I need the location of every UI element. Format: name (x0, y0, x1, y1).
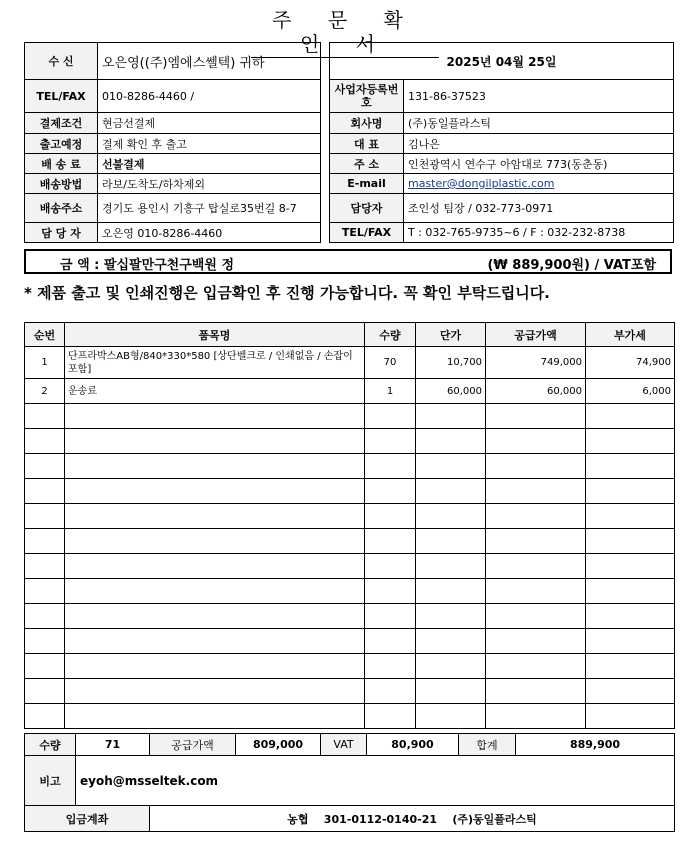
empty-cell (65, 454, 365, 479)
item-no: 2 (25, 379, 65, 404)
empty-row (25, 429, 675, 454)
contact-label: 담당자 (330, 194, 404, 223)
items-header-row (25, 323, 675, 347)
supplier-telfax-label: TEL/FAX (330, 223, 404, 243)
empty-cell (65, 579, 365, 604)
payment-label: 결제조건 (25, 113, 98, 134)
supplier-table (329, 42, 674, 243)
empty-cell (486, 704, 586, 729)
amount-box (24, 249, 672, 274)
empty-cell (25, 679, 65, 704)
memo-label: 비고 (25, 756, 76, 806)
empty-cell (586, 454, 675, 479)
item-price: 60,000 (416, 379, 486, 404)
empty-cell (65, 704, 365, 729)
items-header-cell: 공급가액 (486, 323, 586, 347)
empty-cell (25, 579, 65, 604)
empty-cell (365, 404, 416, 429)
total-supply-label: 공급가액 (150, 734, 236, 756)
empty-cell (486, 454, 586, 479)
empty-cell (416, 454, 486, 479)
empty-cell (25, 704, 65, 729)
item-vat: 74,900 (586, 347, 675, 379)
empty-cell (586, 404, 675, 429)
address-label: 주 소 (330, 154, 404, 174)
items-header-cell: 단가 (416, 323, 486, 347)
amount-text: 금 액 : 팔십팔만구천구백원 정 (60, 258, 234, 273)
bank-value: 농협 301-0112-0140-21 (주)동일플라스틱 (150, 806, 675, 832)
empty-row (25, 604, 675, 629)
empty-cell (486, 554, 586, 579)
empty-cell (586, 679, 675, 704)
recipient-table (24, 42, 321, 243)
empty-cell (65, 604, 365, 629)
empty-cell (365, 454, 416, 479)
empty-cell (25, 454, 65, 479)
notice-text: * 제품 출고 및 인쇄진행은 입금확인 후 진행 가능합니다. 꼭 확인 부탁드립니다. (24, 284, 550, 302)
manager-value: 오은영 010-8286-4460 (98, 223, 321, 243)
total-qty-value: 71 (76, 734, 150, 756)
empty-cell (65, 504, 365, 529)
empty-row (25, 629, 675, 654)
address-value: 경기도 용인시 기흥구 탑실로35번길 8-7 (98, 194, 321, 223)
empty-cell (365, 504, 416, 529)
empty-cell (25, 479, 65, 504)
ship-plan-value: 결제 확인 후 출고 (98, 134, 321, 154)
item-vat: 6,000 (586, 379, 675, 404)
items-table (24, 322, 675, 729)
empty-cell (365, 529, 416, 554)
empty-cell (416, 404, 486, 429)
empty-cell (365, 554, 416, 579)
empty-cell (25, 504, 65, 529)
empty-cell (65, 404, 365, 429)
items-header-cell: 순번 (25, 323, 65, 347)
empty-cell (65, 479, 365, 504)
empty-cell (416, 679, 486, 704)
empty-cell (416, 604, 486, 629)
empty-row (25, 404, 675, 429)
empty-row (25, 704, 675, 729)
empty-cell (486, 529, 586, 554)
items-header-cell: 부가세 (586, 323, 675, 347)
empty-cell (25, 554, 65, 579)
empty-cell (25, 529, 65, 554)
empty-cell (586, 629, 675, 654)
items-header-cell: 품목명 (65, 323, 365, 347)
regno-value: 131-86-37523 (404, 80, 674, 113)
empty-cell (365, 604, 416, 629)
empty-cell (365, 679, 416, 704)
empty-cell (416, 704, 486, 729)
empty-cell (416, 554, 486, 579)
empty-cell (65, 429, 365, 454)
empty-cell (486, 629, 586, 654)
table-row (25, 347, 675, 379)
empty-cell (25, 404, 65, 429)
empty-cell (586, 429, 675, 454)
ship-plan-label: 출고예정 (25, 134, 98, 154)
empty-row (25, 579, 675, 604)
total-supply-value: 809,000 (236, 734, 321, 756)
contact-value: 조인성 팀장 / 032-773-0971 (404, 194, 674, 223)
empty-row (25, 454, 675, 479)
empty-cell (65, 679, 365, 704)
empty-cell (486, 479, 586, 504)
telfax-value: 010-8286-4460 / (98, 80, 321, 113)
empty-cell (586, 479, 675, 504)
empty-cell (586, 579, 675, 604)
empty-cell (416, 629, 486, 654)
company-label: 회사명 (330, 113, 404, 134)
empty-row (25, 504, 675, 529)
telfax-label: TEL/FAX (25, 80, 98, 113)
company-value: (주)동일플라스틱 (404, 113, 674, 134)
empty-row (25, 554, 675, 579)
to-value: 오은영((주)엠에스쎌텍) 귀하 (98, 43, 321, 80)
empty-cell (365, 429, 416, 454)
item-qty: 70 (365, 347, 416, 379)
empty-cell (65, 654, 365, 679)
empty-cell (416, 529, 486, 554)
empty-cell (486, 579, 586, 604)
empty-cell (486, 679, 586, 704)
manager-label: 담 당 자 (25, 223, 98, 243)
item-no: 1 (25, 347, 65, 379)
empty-cell (416, 579, 486, 604)
empty-cell (586, 504, 675, 529)
total-vat-label: VAT (321, 734, 367, 756)
bank-label: 입금계좌 (25, 806, 150, 832)
empty-cell (416, 654, 486, 679)
ceo-value: 김나은 (404, 134, 674, 154)
empty-cell (365, 629, 416, 654)
empty-cell (25, 654, 65, 679)
empty-cell (486, 429, 586, 454)
empty-cell (416, 504, 486, 529)
items-header-cell: 수량 (365, 323, 416, 347)
empty-cell (25, 629, 65, 654)
empty-cell (416, 429, 486, 454)
item-name: 운송료 (65, 379, 365, 404)
total-qty-label: 수량 (25, 734, 76, 756)
empty-cell (486, 604, 586, 629)
to-label: 수 신 (25, 43, 98, 80)
empty-cell (586, 604, 675, 629)
total-vat-value: 80,900 (367, 734, 459, 756)
empty-cell (486, 404, 586, 429)
item-qty: 1 (365, 379, 416, 404)
ship-method-label: 배송방법 (25, 174, 98, 194)
regno-label: 사업자등록번호 (330, 80, 404, 113)
empty-cell (365, 579, 416, 604)
empty-row (25, 529, 675, 554)
empty-cell (486, 504, 586, 529)
empty-cell (586, 529, 675, 554)
empty-cell (65, 529, 365, 554)
empty-cell (65, 554, 365, 579)
table-row (25, 379, 675, 404)
empty-row (25, 654, 675, 679)
empty-cell (25, 604, 65, 629)
total-sum-label: 합계 (459, 734, 516, 756)
amount-number: (₩ 889,900원) / VAT포함 (487, 258, 656, 273)
empty-row (25, 679, 675, 704)
empty-cell (365, 479, 416, 504)
ship-method-value: 라보/도착도/하차제외 (98, 174, 321, 194)
empty-cell (486, 654, 586, 679)
item-supply: 60,000 (486, 379, 586, 404)
empty-cell (416, 479, 486, 504)
empty-cell (586, 654, 675, 679)
ceo-label: 대 표 (330, 134, 404, 154)
item-supply: 749,000 (486, 347, 586, 379)
supplier-telfax-value: T : 032-765-9735~6 / F : 032-232-8738 (404, 223, 674, 243)
empty-cell (25, 429, 65, 454)
empty-cell (586, 704, 675, 729)
totals-table (24, 733, 675, 832)
memo-value: eyoh@msseltek.com (76, 756, 675, 806)
address-label: 배송주소 (25, 194, 98, 223)
email-label: E-mail (330, 174, 404, 194)
item-name: 단프라박스AB형/840*330*580 [상단벨크로 / 인쇄없음 / 손잡이 포함] (65, 347, 365, 379)
empty-cell (65, 629, 365, 654)
empty-cell (365, 704, 416, 729)
address-value: 인천광역시 연수구 아암대로 773(동춘동) (404, 154, 674, 174)
total-sum-value: 889,900 (516, 734, 675, 756)
empty-cell (586, 554, 675, 579)
payment-value: 현금선결제 (98, 113, 321, 134)
order-date: 2025년 04월 25일 (330, 43, 674, 80)
item-price: 10,700 (416, 347, 486, 379)
empty-row (25, 479, 675, 504)
ship-fee-label: 배 송 료 (25, 154, 98, 174)
email-link[interactable]: master@dongilplastic.com (408, 177, 555, 190)
ship-fee-value: 선불결제 (98, 154, 321, 174)
doc-title: 주 문 확 인 서 (251, 8, 439, 58)
empty-cell (365, 654, 416, 679)
